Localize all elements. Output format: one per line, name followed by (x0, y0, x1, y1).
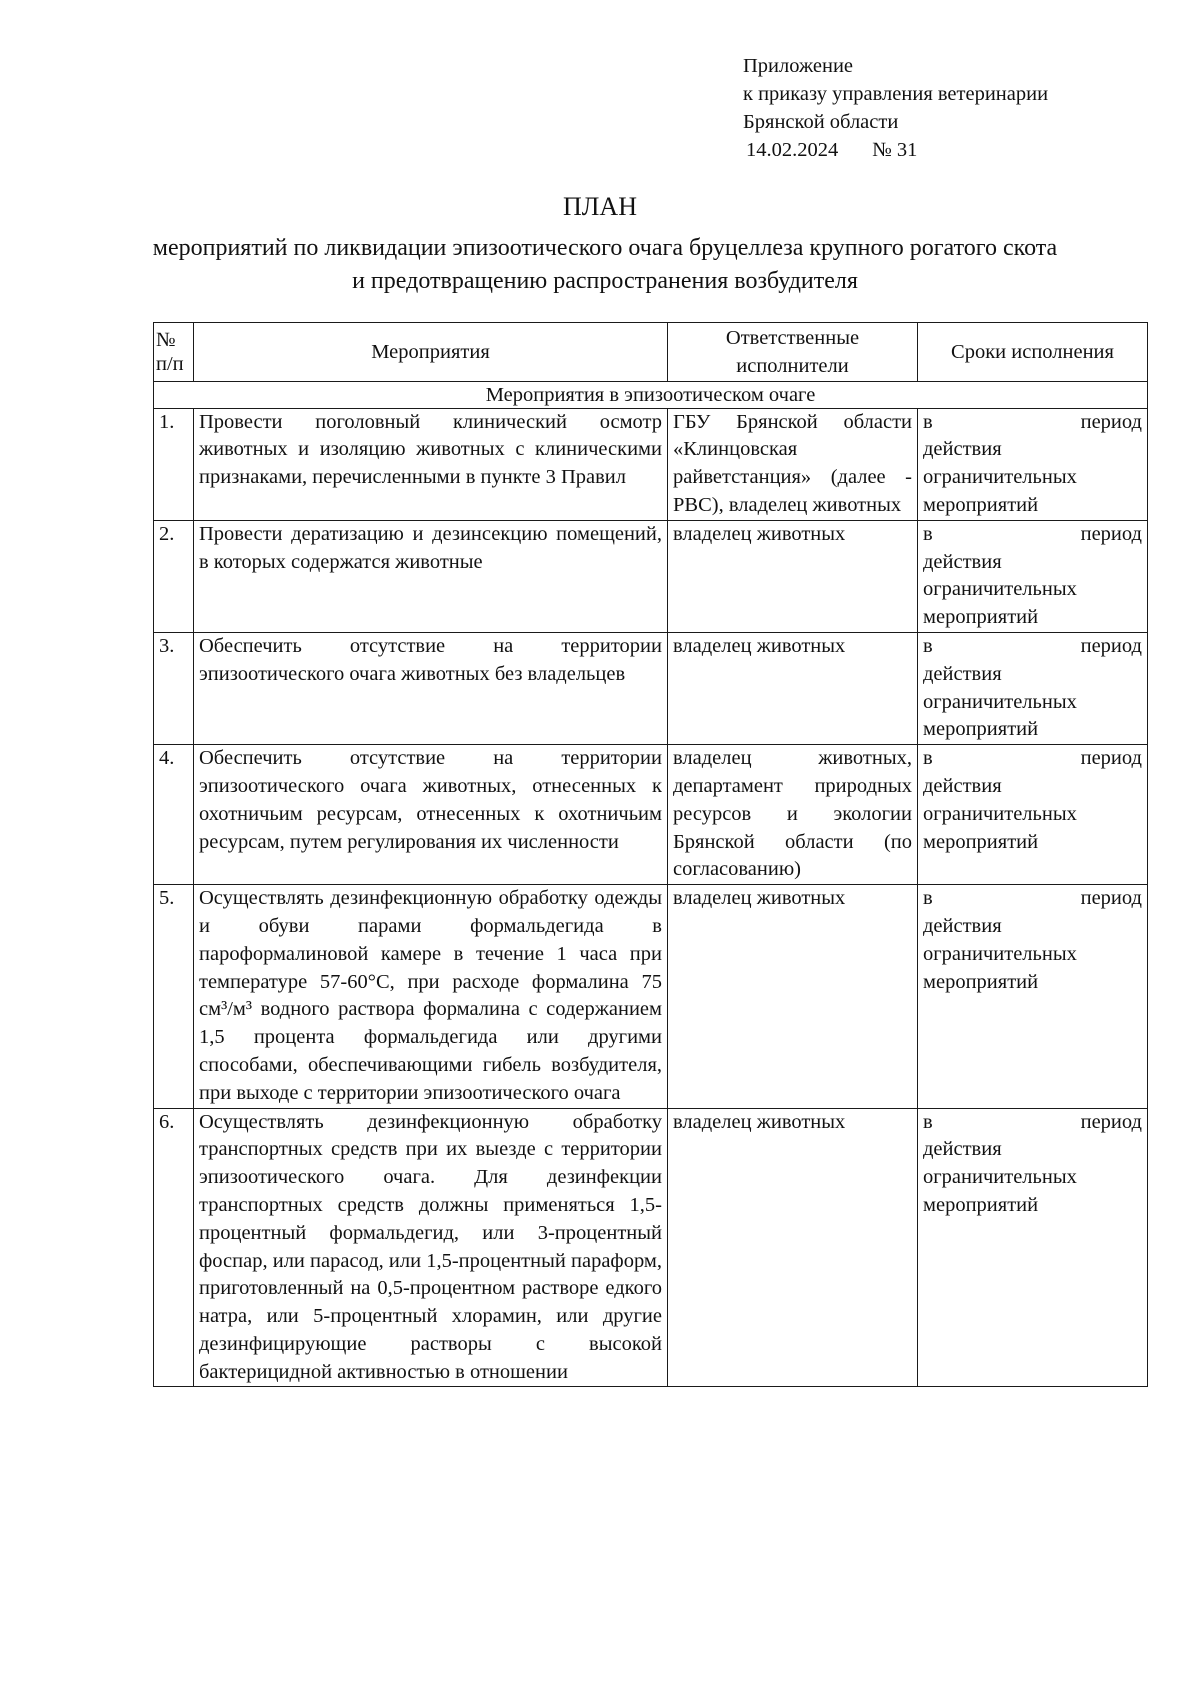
row-activity: Осуществлять дезинфекционную обработку транспортных средств при их выезде с территории эпизоотического очага. Для дезинфекции транспортных средств должны применяться 1,5-процентный формальдегид, или 3-процентный фоспар, или парасод, или 1,5-процентный параформ, приготовленный на 0,5-процентном растворе едкого натра, или 5-процентный хлорамин, или другие дезинфицирующие растворы с высокой бактерицидной активностью в отношении (194, 1108, 668, 1387)
table-row (154, 520, 1148, 632)
header-number: № п/п (154, 323, 194, 382)
plan-table (153, 322, 1148, 1387)
row-number: 6. (154, 1108, 194, 1387)
header-deadline: Сроки исполнения (918, 323, 1148, 382)
row-responsible: владелец животных (668, 885, 918, 1108)
section-title: Мероприятия в эпизоотическом очаге (154, 381, 1148, 408)
section-row (154, 381, 1148, 408)
appendix-line: Приложение (743, 55, 854, 77)
appendix-number: № 31 (872, 139, 918, 161)
appendix-line: Брянской области (743, 111, 899, 133)
table-row (154, 1108, 1148, 1387)
document-title: ПЛАН (563, 192, 637, 221)
row-activity: Обеспечить отсутствие на территории эпизоотического очага животных без владельцев (194, 632, 668, 744)
row-responsible: владелец животных (668, 520, 918, 632)
appendix-block (743, 52, 1048, 164)
document-subtitle: мероприятий по ликвидации эпизоотического очага бруцеллеза крупного рогатого скота и предотвращению распространения возбудителя (152, 235, 1058, 294)
appendix-date: 14.02.2024 (746, 139, 839, 161)
appendix-date-line (743, 136, 1048, 164)
appendix-line: к приказу управления ветеринарии (743, 83, 1049, 105)
row-deadline: в период действия ограничительных мероприятий (918, 632, 1148, 744)
row-deadline: в период действия ограничительных мероприятий (918, 520, 1148, 632)
row-deadline: в период действия ограничительных мероприятий (918, 885, 1148, 1108)
row-activity: Провести поголовный клинический осмотр животных и изоляцию животных с клиническими признаками, перечисленными в пункте 3 Правил (194, 408, 668, 520)
row-deadline: в период действия ограничительных мероприятий (918, 408, 1148, 520)
row-deadline: в период действия ограничительных мероприятий (918, 745, 1148, 885)
table-row (154, 885, 1148, 1108)
row-number: 3. (154, 632, 194, 744)
header-activity: Мероприятия (194, 323, 668, 382)
table-row (154, 408, 1148, 520)
row-activity: Обеспечить отсутствие на территории эпизоотического очага животных, отнесенных к охотничьим ресурсам, отнесенных к охотничьим ресурсам, путем регулирования их численности (194, 745, 668, 885)
row-number: 4. (154, 745, 194, 885)
row-deadline: в период действия ограничительных мероприятий (918, 1108, 1148, 1387)
row-responsible: владелец животных (668, 1108, 918, 1387)
row-number: 1. (154, 408, 194, 520)
table-header-row (154, 323, 1148, 382)
row-activity: Осуществлять дезинфекционную обработку одежды и обуви парами формальдегида в пароформалиновой камере в течение 1 часа при температуре 57-60°С, при расходе формалина 75 см³/м³ водного раствора формалина с содержанием 1,5 процента формальдегида или другими способами, обеспечивающими гибель возбудителя, при выходе с территории эпизоотического очага (194, 885, 668, 1108)
table-row (154, 632, 1148, 744)
row-responsible: владелец животных, департамент природных ресурсов и экологии Брянской области (по согласованию) (668, 745, 918, 885)
row-activity: Провести дератизацию и дезинсекцию помещений, в которых содержатся животные (194, 520, 668, 632)
table-row (154, 745, 1148, 885)
row-responsible: ГБУ Брянской области «Клинцовская райветстанция» (далее - РВС), владелец животных (668, 408, 918, 520)
row-responsible: владелец животных (668, 632, 918, 744)
row-number: 2. (154, 520, 194, 632)
header-responsible: Ответственные исполнители (668, 323, 918, 382)
row-number: 5. (154, 885, 194, 1108)
